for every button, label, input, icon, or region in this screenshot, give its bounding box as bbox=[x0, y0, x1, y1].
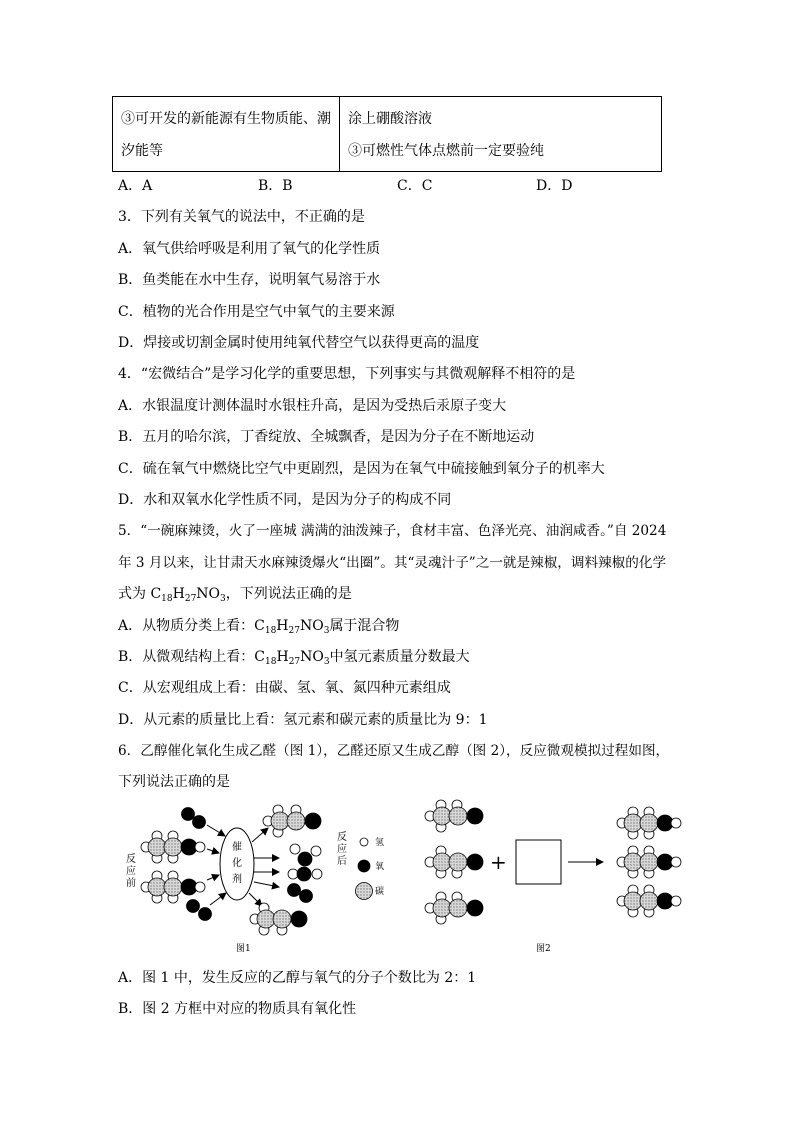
q3-stem: 3．下列有关氧气的说法中，不正确的是 bbox=[118, 209, 365, 225]
catalyst-label-2: 化 bbox=[232, 858, 242, 869]
fig1-before-label-1: 反 bbox=[126, 854, 136, 865]
q6-stem-line-1: 6．乙醇催化氧化生成乙醛（图 1），乙醛还原又生成乙醇（图 2），反应微观模拟过程如图， bbox=[118, 743, 670, 759]
ethanol-molecule bbox=[141, 871, 205, 903]
ethanol-molecule bbox=[617, 846, 681, 878]
table-right-line-2: ③可燃性气体点燃前一定要验纯 bbox=[348, 143, 544, 159]
fig1-before-label-3: 前 bbox=[126, 878, 136, 889]
formula-h: H bbox=[172, 586, 185, 602]
legend-carbon-label: 碳 bbox=[375, 887, 385, 897]
formula-rest: NO bbox=[196, 586, 221, 602]
catalyst-label-1: 催 bbox=[232, 842, 242, 853]
q6-stem-line-2: 下列说法正确的是 bbox=[118, 774, 230, 790]
formula-rest: NO bbox=[299, 618, 324, 634]
q5-option-a-pre: A．从物质分类上看： bbox=[118, 618, 255, 634]
formula-c-sub: 18 bbox=[265, 657, 277, 667]
fig1-after-label-3: 后 bbox=[337, 856, 347, 867]
q3-option-b: B．鱼类能在水中生存，说明氧气易溶于水 bbox=[118, 272, 381, 288]
table-left-line-2: 汐能等 bbox=[121, 143, 163, 159]
q2-option-c: C．C bbox=[397, 178, 433, 194]
q3-option-d: D．焊接或切割金属时使用纯氧代替空气以获得更高的温度 bbox=[118, 335, 480, 351]
q4-option-b: B．五月的哈尔滨，丁香绽放、全城飘香，是因为分子在不断地运动 bbox=[118, 429, 535, 445]
q5-stem-line-2: 年 3 月以来，让甘肃天水麻辣烫爆火“出圈”。其“灵魂汁子”之一就是辣椒，调料辣椒的化学 bbox=[118, 555, 667, 571]
acetaldehyde-molecule bbox=[263, 805, 321, 837]
q6-option-a: A．图 1 中，发生反应的乙醇与氧气的分子个数比为 2：1 bbox=[118, 970, 477, 986]
fig1-after-label-2: 应 bbox=[337, 844, 347, 855]
q5-option-c: C．从宏观组成上看：由碳、氢、氧、氮四种元素组成 bbox=[118, 680, 451, 696]
legend-hydrogen-icon bbox=[360, 838, 368, 846]
formula-rest: NO bbox=[300, 649, 324, 665]
q5-option-b-post: 中氢元素质量分数最大 bbox=[329, 649, 470, 665]
formula-h: H bbox=[276, 618, 289, 634]
oxygen-molecule bbox=[182, 808, 206, 829]
formula-h-sub: 27 bbox=[288, 657, 301, 667]
oxygen-molecule bbox=[288, 884, 313, 903]
q2-option-a: A．A bbox=[118, 178, 153, 194]
water-molecule bbox=[288, 867, 322, 881]
q4-stem: 4．“宏微结合”是学习化学的重要思想，下列事实与其微观解释不相符的是 bbox=[118, 366, 576, 382]
oxygen-molecule bbox=[187, 900, 212, 921]
formula-c-sub: 18 bbox=[161, 594, 173, 604]
formula-c: C bbox=[254, 649, 266, 665]
q4-option-c: C．硫在氧气中燃烧比空气中更剧烈，是因为在氧气中硫接触到氧分子的机率大 bbox=[118, 461, 605, 477]
plus-sign: + bbox=[490, 850, 507, 874]
unknown-substance-box bbox=[516, 840, 561, 884]
formula-o-sub: 3 bbox=[220, 594, 226, 604]
acetaldehyde-molecule bbox=[425, 846, 483, 878]
q2-option-d: D．D bbox=[536, 178, 573, 194]
table-right-line-1: 涂上硼酸溶液 bbox=[348, 111, 432, 127]
formula-c-sub: 18 bbox=[264, 626, 277, 636]
ethanol-molecule bbox=[617, 885, 681, 917]
q3-option-c: C．植物的光合作用是空气中氧气的主要来源 bbox=[118, 304, 395, 320]
q5-option-d: D．从元素的质量比上看：氢元素和碳元素的质量比为 9：1 bbox=[118, 712, 488, 728]
formula-h-sub: 27 bbox=[288, 626, 300, 636]
fig1-before-label-2: 应 bbox=[126, 866, 136, 877]
legend-oxygen-icon bbox=[358, 860, 370, 872]
ethanol-molecule bbox=[141, 831, 205, 863]
legend-oxygen-label: 氧 bbox=[375, 862, 385, 872]
ethanol-molecule bbox=[617, 807, 681, 839]
q6-option-b: B．图 2 方框中对应的物质具有氧化性 bbox=[118, 1001, 357, 1017]
q2-option-b: B．B bbox=[258, 178, 293, 194]
table-left-line-1: ③可开发的新能源有生物质能、潮 bbox=[121, 111, 331, 127]
formula-h-sub: 27 bbox=[184, 594, 197, 604]
catalyst-label-3: 剂 bbox=[232, 874, 242, 885]
q5-option-b-pre: B．从微观结构上看： bbox=[118, 649, 255, 665]
legend-carbon-icon bbox=[356, 883, 373, 900]
q5-option-a-post: 属于混合物 bbox=[329, 618, 400, 634]
formula-h: H bbox=[276, 649, 289, 665]
acetaldehyde-molecule bbox=[425, 892, 483, 924]
water-molecule bbox=[290, 844, 321, 866]
q5-stem-line-1: 5．“一碗麻辣烫，火了一座城 满满的油泼辣子，食材丰富、色泽光亮、油润咸香。”自 2024 bbox=[118, 523, 667, 539]
q5-stem-pre: 式为 C bbox=[118, 586, 162, 602]
acetaldehyde-molecule bbox=[250, 903, 307, 935]
q4-option-a: A．水银温度计测体温时水银柱升高，是因为受热后汞原子变大 bbox=[118, 398, 507, 414]
q3-option-a: A．氧气供给呼吸是利用了氧气的化学性质 bbox=[118, 241, 381, 257]
legend-hydrogen-label: 氢 bbox=[375, 838, 385, 848]
formula-c: C bbox=[254, 618, 265, 634]
acetaldehyde-molecule bbox=[425, 800, 483, 832]
formula-o-sub: 3 bbox=[323, 626, 330, 636]
formula-o-sub: 3 bbox=[323, 657, 330, 667]
legend bbox=[356, 838, 373, 900]
fig1-after-label-1: 反 bbox=[337, 832, 347, 843]
q5-stem-post: ，下列说法正确的是 bbox=[225, 586, 352, 602]
fig1-caption: 图1 bbox=[236, 944, 251, 954]
fig2-caption: 图2 bbox=[536, 944, 551, 954]
q4-option-d: D．水和双氧水化学性质不同，是因为分子的构成不同 bbox=[118, 492, 452, 508]
